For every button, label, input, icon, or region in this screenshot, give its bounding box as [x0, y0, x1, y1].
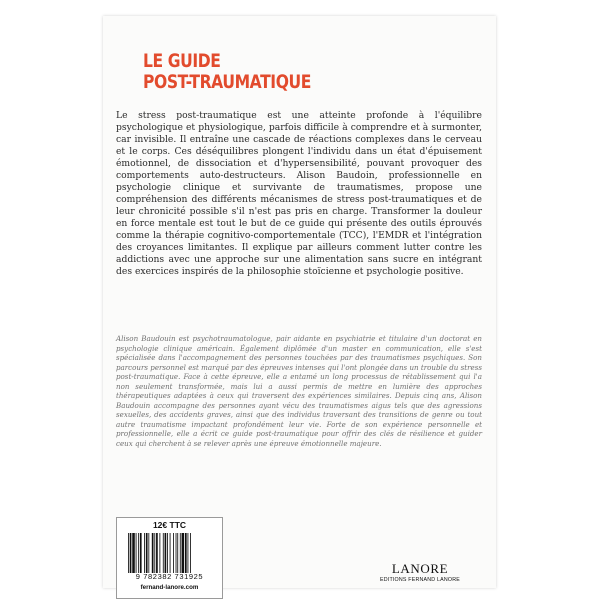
author-biography: Alison Baudouin est psychotraumatologue, pair aidante en psychiatrie et titulaire d'un doctorat en psychologie clinique américain. Également diplômée d'un master en communication, elle s'est spécialisée dans l'accompagnement des personnes touchées par des traumatismes psychiques. Son parcours personnel est marqué par des épreuves intenses qui l'ont plongée dans un trouble du stress post-traumatique. Face à cette épreuve, elle a entamé un long processus de rétablissement qui l'a non seulement transformée, mais lui a aussi permis de mettre en lumière des approches thérapeutiques adaptées à ceux qui traversent des expériences similaires. Depuis cinq ans, Alison Baudouin accompagne des personnes ayant vécu des traumatismes aigus tels que des agressions sexuelles, des accidents graves, ainsi que des individus traversant des transitions de genre ou tout autre traumatisme impactant profondément leur vie. Forte de son expérience personnelle et professionnelle, elle a écrit ce guide post-traumatique pour offrir des clés de résilience et guider ceux qui cherchent à se relever après une épreuve émotionnelle majeure.: [116, 334, 482, 449]
publisher-name: LANORE: [391, 561, 449, 576]
title-line-2: POST-TRAUMATIQUE: [143, 71, 312, 93]
title-line-1: LE GUIDE: [143, 50, 221, 72]
price-barcode-box: [116, 517, 223, 599]
price-label: 12€ TTC: [152, 520, 187, 530]
book-back-cover: [103, 16, 496, 591]
isbn-number: 9 782382 731925: [135, 572, 204, 581]
barcode-icon: [126, 533, 214, 573]
publisher-subtitle: EDITIONS FERNAND LANORE: [380, 577, 460, 583]
publisher-website: fernand-lanore.com: [140, 584, 199, 591]
book-title: [143, 51, 311, 93]
publisher-logo: [371, 562, 469, 584]
book-description: Le stress post-traumatique est une atteinte profonde à l'équilibre psychologique et physiologique, parfois difficile à comprendre et à surmonter, car invisible. Il entraîne une cascade de réactions complexes dans le cerveau et le corps. Ces déséquilibres plongent l'individu dans un état d'épuisement émotionnel, de dissociation et d'hypersensibilité, pouvant provoquer des comportements auto-destructeurs. Alison Baudoin, professionnelle en psychologie clinique et survivante de traumatismes, propose une compréhension des différents mécanismes de stress post-traumatiques et de leur chronicité possible s'il n'est pas pris en charge. Transformer la douleur en force mentale est tout le but de ce guide qui présente des outils éprouvés comme la thérapie cognitivo-comportementale (TCC), l'EMDR et l'intégration des croyances limitantes. Il explique par ailleurs comment lutter contre les addictions avec une approche sur une alimentation sans sucre en intégrant des exercices inspirés de la philosophie stoïcienne et psychologie positive.: [116, 110, 482, 277]
